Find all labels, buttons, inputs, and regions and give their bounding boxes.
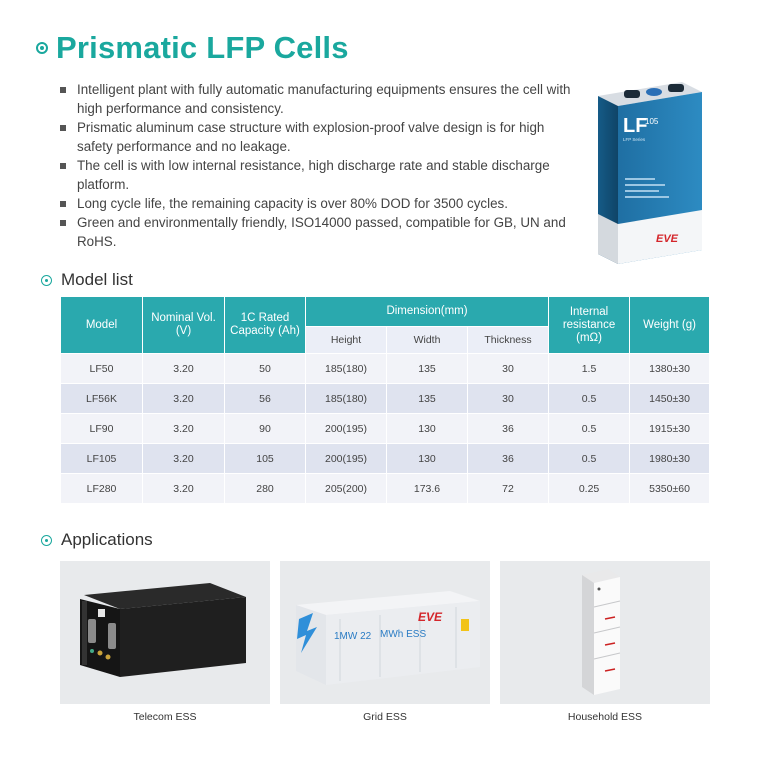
cell-capacity-text: 105: [645, 117, 659, 126]
terminal-negative: [624, 90, 640, 98]
header-width: Width: [387, 327, 468, 354]
cell-spec-line: [625, 196, 669, 198]
cell-spec-line: [625, 190, 659, 192]
cell-model: LF90: [61, 414, 143, 444]
household-ess-label: Household ESS: [567, 711, 643, 723]
cell-thickness: 72: [468, 474, 549, 504]
feature-item: Green and environmentally friendly, ISO14000 passed, compatible for GB, UN and RoHS.: [60, 213, 580, 251]
table-row: [61, 474, 710, 504]
cabinet-side: [582, 575, 594, 695]
header-thickness: Thickness: [468, 327, 549, 354]
section-bullet-icon: [41, 535, 52, 546]
cell-model: LF280: [61, 474, 143, 504]
cell-thickness: 36: [468, 444, 549, 474]
applications-header: [41, 530, 153, 550]
title-bullet-icon: [36, 42, 48, 54]
header-dimension: Dimension(mm): [306, 297, 549, 327]
table-row: [61, 384, 710, 414]
cell-width: 130: [387, 414, 468, 444]
page-title: Prismatic LFP Cells: [56, 30, 349, 65]
cell-product-image: [590, 78, 710, 268]
feature-item: Long cycle life, the remaining capacity is over 80% DOD for 3500 cycles.: [60, 194, 580, 213]
cell-weight: 5350±60: [630, 474, 710, 504]
cell-capacity: 280: [225, 474, 306, 504]
vent-valve: [646, 88, 662, 96]
cell-weight: 1380±30: [630, 354, 710, 384]
model-list-title: Model list: [61, 270, 133, 289]
header-resistance: Internal resistance (mΩ): [549, 297, 630, 354]
container-capacity-prefix: 1MW 22: [334, 631, 372, 642]
cell-height: 200(195): [306, 414, 387, 444]
telecom-ess-label: Telecom ESS: [133, 711, 197, 723]
table-row: [61, 354, 710, 384]
header-capacity: 1C Rated Capacity (Ah): [225, 297, 306, 354]
cell-model: LF50: [61, 354, 143, 384]
cell-weight: 1980±30: [630, 444, 710, 474]
cell-resistance: 0.25: [549, 474, 630, 504]
cell-resistance: 0.5: [549, 414, 630, 444]
cell-thickness: 30: [468, 354, 549, 384]
cell-capacity: 50: [225, 354, 306, 384]
cell-thickness: 36: [468, 414, 549, 444]
cell-nominal: 3.20: [143, 444, 225, 474]
cell-height: 205(200): [306, 474, 387, 504]
cell-spec-line: [625, 184, 665, 186]
header-model: Model: [61, 297, 143, 354]
cell-weight: 1915±30: [630, 414, 710, 444]
feature-item: Prismatic aluminum case structure with explosion-proof valve design is for high safety performance and no leakage.: [60, 118, 580, 156]
cell-height: 185(180): [306, 384, 387, 414]
cell-capacity: 56: [225, 384, 306, 414]
feature-item: The cell is with low internal resistance, high discharge rate and stable discharge platform.: [60, 156, 580, 194]
page-header: [36, 30, 349, 66]
power-switch: [98, 609, 105, 617]
cell-nominal: 3.20: [143, 384, 225, 414]
cell-brand-logo: EVE: [656, 233, 679, 245]
handle-icon: [88, 619, 96, 643]
cell-model: LF56K: [61, 384, 143, 414]
rack-side: [120, 597, 246, 677]
cell-width: 135: [387, 384, 468, 414]
rack-ear: [82, 601, 87, 665]
table-row: [61, 414, 710, 444]
cabinet-front: [594, 577, 620, 695]
cell-nominal: 3.20: [143, 354, 225, 384]
grid-ess-image: [280, 561, 490, 704]
cell-nominal: 3.20: [143, 474, 225, 504]
cell-resistance: 1.5: [549, 354, 630, 384]
feature-item: Intelligent plant with fully automatic manufacturing equipments ensures the cell with high performance and consistency.: [60, 80, 580, 118]
grid-ess-label: Grid ESS: [363, 711, 407, 723]
warning-sign: [461, 619, 469, 631]
cell-width: 130: [387, 444, 468, 474]
model-list-header: [41, 270, 133, 290]
terminal-connector: [98, 651, 103, 656]
model-table: [60, 296, 710, 504]
handle-icon: [108, 623, 116, 649]
cell-model: LF105: [61, 444, 143, 474]
terminal-connector: [106, 655, 111, 660]
cell-width: 173.6: [387, 474, 468, 504]
cell-thickness: 30: [468, 384, 549, 414]
cell-resistance: 0.5: [549, 384, 630, 414]
container-side: [326, 601, 480, 685]
header-nominal-voltage: Nominal Vol. (V): [143, 297, 225, 354]
cell-resistance: 0.5: [549, 444, 630, 474]
status-led: [90, 649, 94, 653]
cell-spec-line: [625, 178, 655, 180]
cell-capacity: 90: [225, 414, 306, 444]
cabinet-indicator: [598, 588, 601, 591]
cell-width: 135: [387, 354, 468, 384]
feature-list: [60, 80, 580, 251]
grid-brand-logo: EVE: [418, 610, 443, 624]
cell-capacity: 105: [225, 444, 306, 474]
cell-nominal: 3.20: [143, 414, 225, 444]
terminal-positive: [668, 84, 684, 92]
cell-model-text: LF: [623, 115, 648, 137]
applications-title: Applications: [61, 530, 153, 549]
header-height: Height: [306, 327, 387, 354]
section-bullet-icon: [41, 275, 52, 286]
table-row: [61, 444, 710, 474]
household-ess-image: [500, 561, 710, 704]
telecom-ess-image: [60, 561, 270, 704]
cell-series-text: LFP Series: [623, 137, 646, 142]
container-text: MWh ESS: [380, 629, 427, 640]
cell-height: 200(195): [306, 444, 387, 474]
header-weight: Weight (g): [630, 297, 710, 354]
cell-weight: 1450±30: [630, 384, 710, 414]
cell-height: 185(180): [306, 354, 387, 384]
